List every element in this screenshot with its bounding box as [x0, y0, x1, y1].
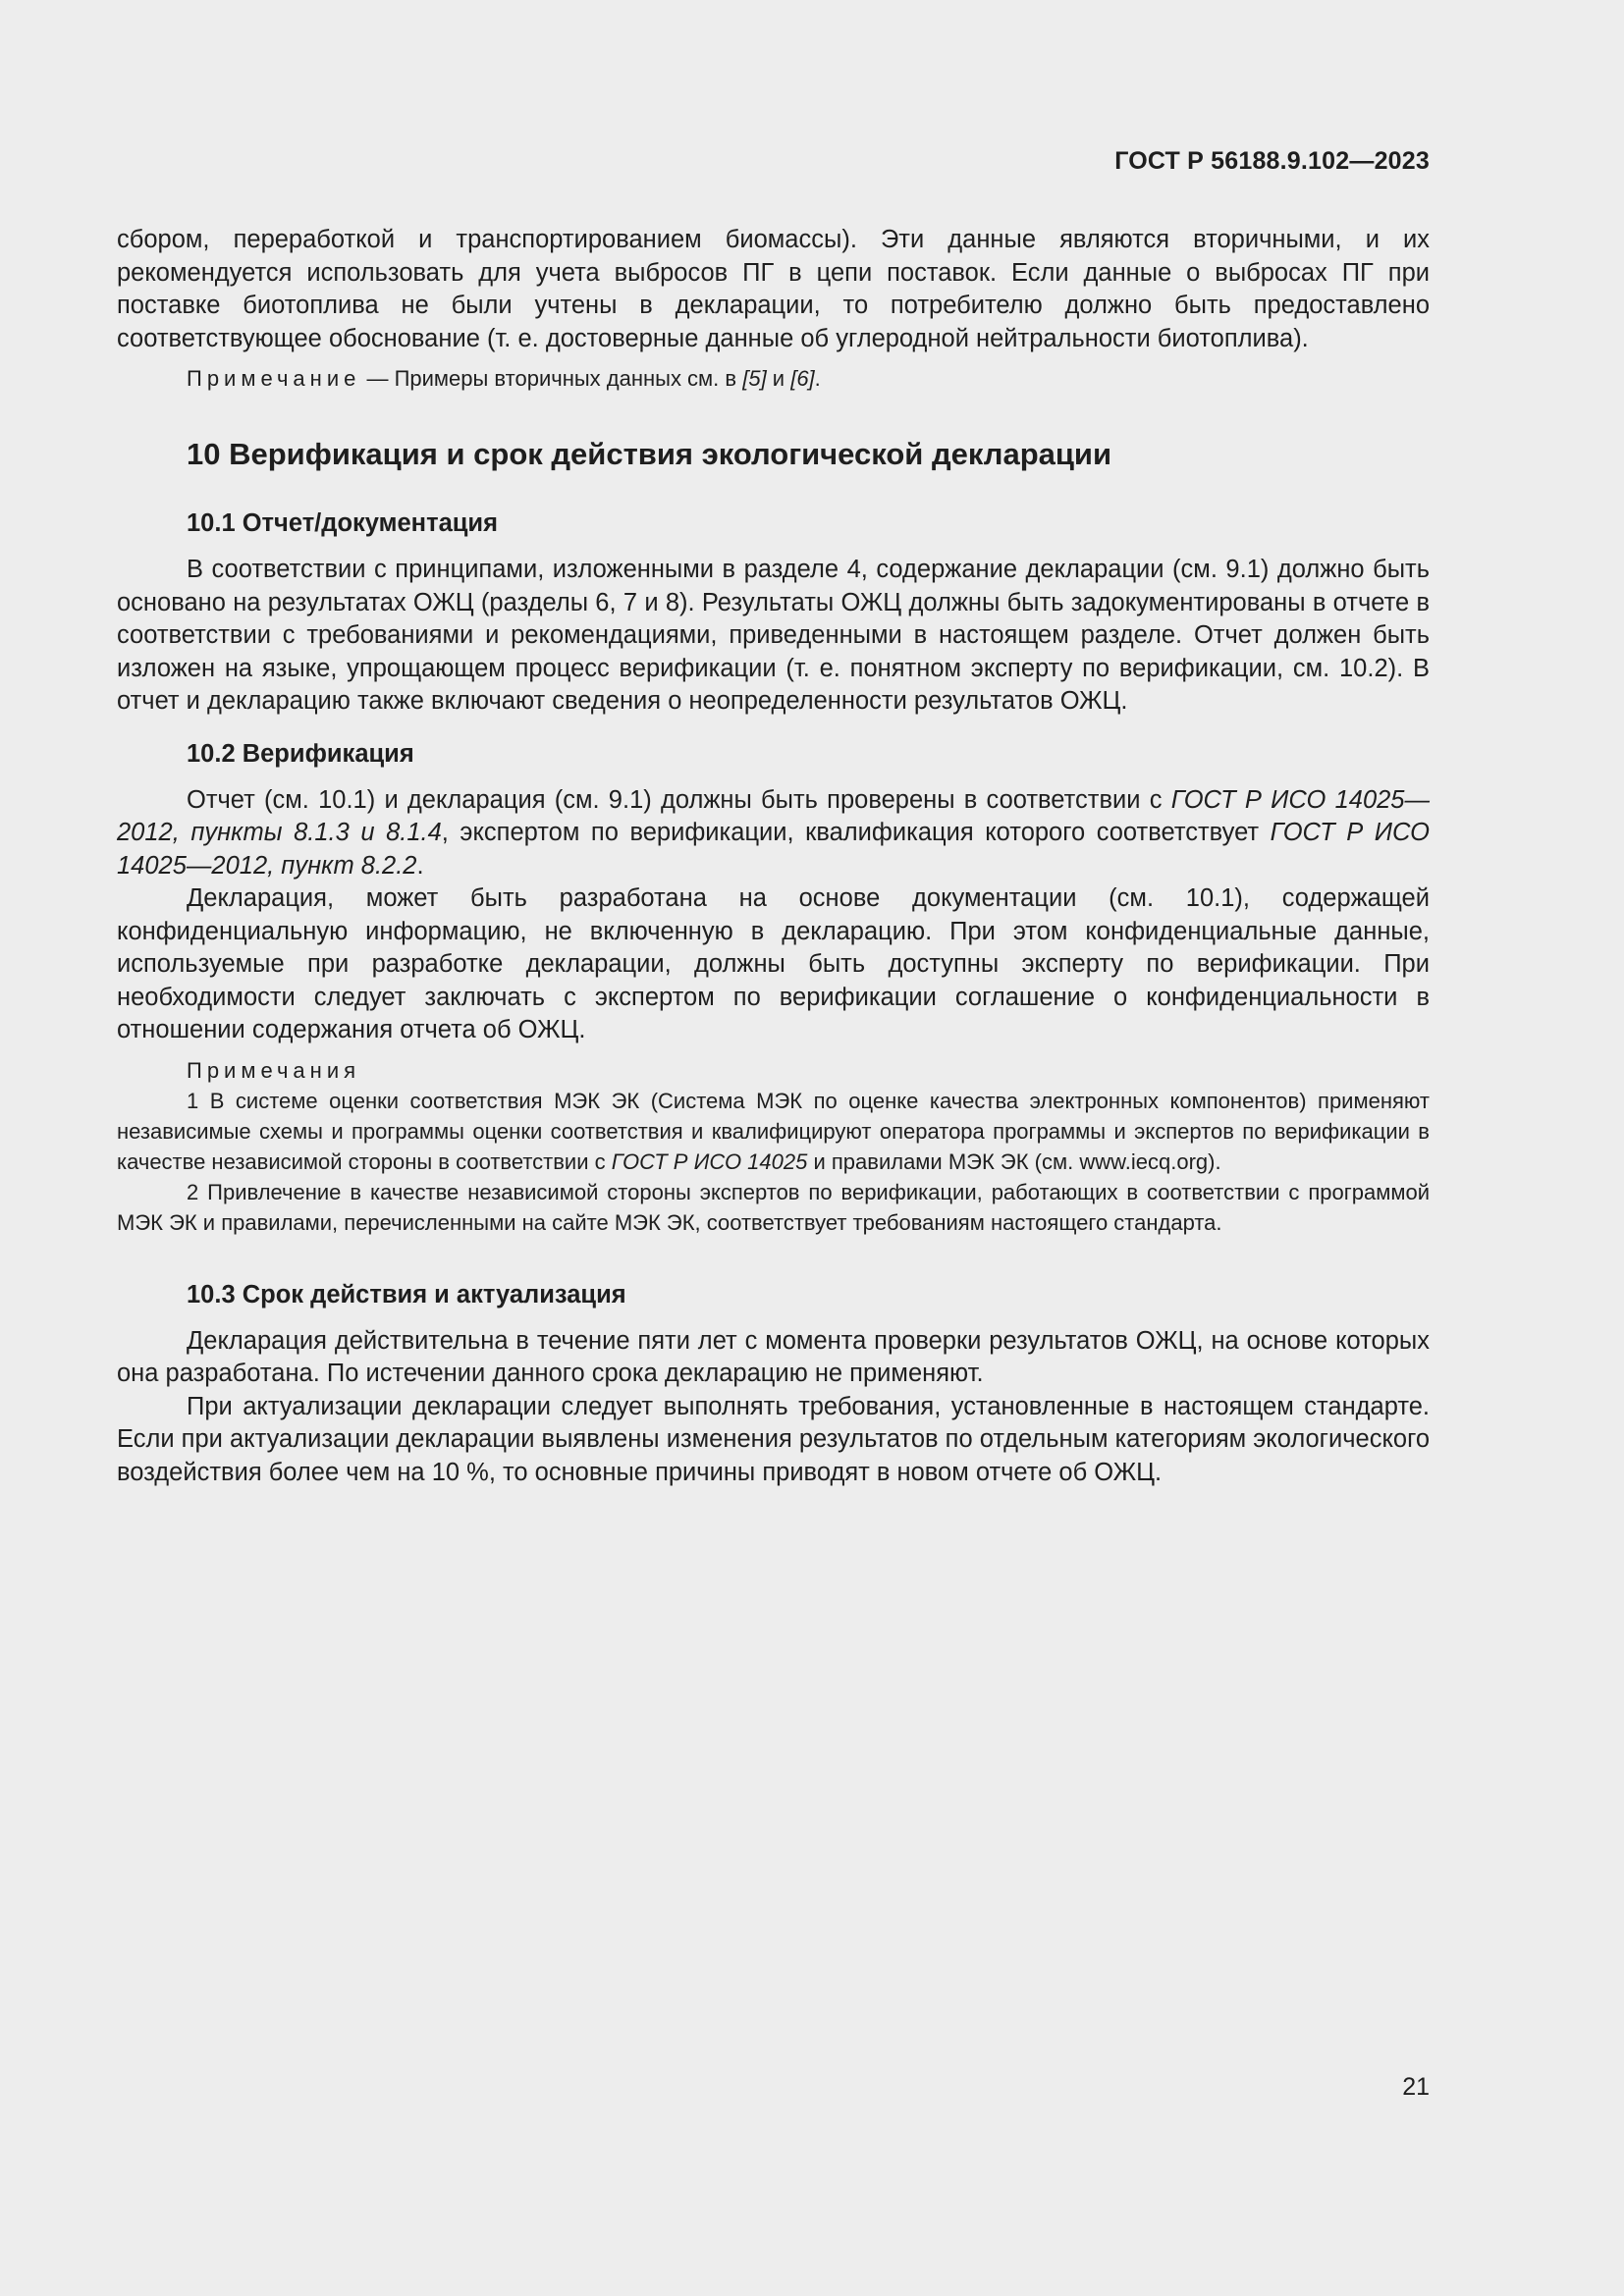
section-10-3-para-2: При актуализации декларации следует выполнять требования, установленные в настоящем стандарте. Если при актуализации декларации выявлены изменения результатов по отдельным категориям экологического воздействия более чем на 10 %, то основные причины приводят в новом отчете об ОЖЦ. — [117, 1392, 1430, 1486]
notes-label: Примечания — [187, 1057, 361, 1083]
note-label: Примечание — [187, 366, 361, 391]
section-10-1-title: 10.1 Отчет/документация — [187, 509, 498, 537]
section-10-2-title: 10.2 Верификация — [187, 739, 414, 768]
note-ref: [5] — [742, 366, 767, 391]
intro-note: Примечание — Примеры вторичных данных см. в [5] и [6]. — [187, 366, 821, 391]
document-header: ГОСТ Р 56188.9.102—2023 — [1114, 147, 1430, 175]
note-2: 2 Привлечение в качестве независимой стороны экспертов по верификации, работающих в соответствии с программой МЭК ЭК и правилами, перечисленными на сайте МЭК ЭК, соответствует требованиям настоящего стандарта. — [117, 1179, 1430, 1235]
section-10-2-para-1: Отчет (см. 10.1) и декларация (см. 9.1) должны быть проверены в соответствии с ГОСТ Р ИСО 14025—2012, пункты 8.1.3 и 8.1.4, экспертом по верификации, квалификация которого соответствует ГОСТ Р ИСО 14025—2012, пункт 8.2.2. — [117, 785, 1430, 880]
section-10-title: 10 Верификация и срок действия экологической декларации — [187, 437, 1112, 471]
page-number: 21 — [1402, 2073, 1430, 2101]
standard-reference: ГОСТ Р ИСО 14025—2012, пункт 8.2.2 — [117, 819, 1430, 880]
note-text: Примеры вторичных данных см. в — [394, 366, 743, 391]
page-content — [117, 224, 1430, 1489]
intro-paragraph: сбором, переработкой и транспортированием биомассы). Эти данные являются вторичными, и их рекомендуется использовать для учета выбросов ПГ в цепи поставок. Если данные о выбросах ПГ при поставке биотоплива не были учтены в декларации, то потребителю должно быть предоставлено соответствующее обоснование (т. е. достоверные данные об углеродной нейтральности биотоплива). — [117, 226, 1430, 352]
standard-reference: ГОСТ Р ИСО 14025 — [611, 1148, 808, 1174]
note-1: 1 В системе оценки соответствия МЭК ЭК (Система МЭК по оценке качества электронных компонентов) применяют независимые схемы и программы оценки соответствия и квалифицируют оператора программы и экспертов по верификации в качестве независимой стороны в соответствии с ГОСТ Р ИСО 14025 и правилами МЭК ЭК (см. www.iecq.org). — [117, 1088, 1430, 1174]
note-ref: [6] — [790, 366, 815, 391]
section-10-3-title: 10.3 Срок действия и актуализация — [187, 1280, 626, 1308]
standard-reference: ГОСТ Р ИСО 14025—2012, пункты 8.1.3 и 8.1.4 — [117, 785, 1430, 846]
section-10-1-text: В соответствии с принципами, изложенными в разделе 4, содержание декларации (см. 9.1) должно быть основано на результатах ОЖЦ (разделы 6, 7 и 8). Результаты ОЖЦ должны быть задокументированы в отчете в соответствии с требованиями и рекомендациями, приведенными в настоящем разделе. Отчет должен быть изложен на языке, упрощающем процесс верификации (т. е. понятном эксперту по верификации, см. 10.2). В отчет и декларацию также включают сведения о неопределенности результатов ОЖЦ. — [117, 556, 1430, 715]
section-10-2-para-2: Декларация, может быть разработана на основе документации (см. 10.1), содержащей конфиденциальную информацию, не включенную в декларацию. При этом конфиденциальные данные, используемые при разработке декларации, должны быть доступны эксперту по верификации. При необходимости следует заключать с экспертом по верификации соглашение о конфиденциальности в отношении содержания отчета об ОЖЦ. — [117, 884, 1430, 1043]
section-10-3-para-1: Декларация действительна в течение пяти лет с момента проверки результатов ОЖЦ, на основе которых она разработана. По истечении данного срока декларацию не применяют. — [117, 1326, 1430, 1387]
section-10-2-notes — [117, 1055, 1430, 1238]
